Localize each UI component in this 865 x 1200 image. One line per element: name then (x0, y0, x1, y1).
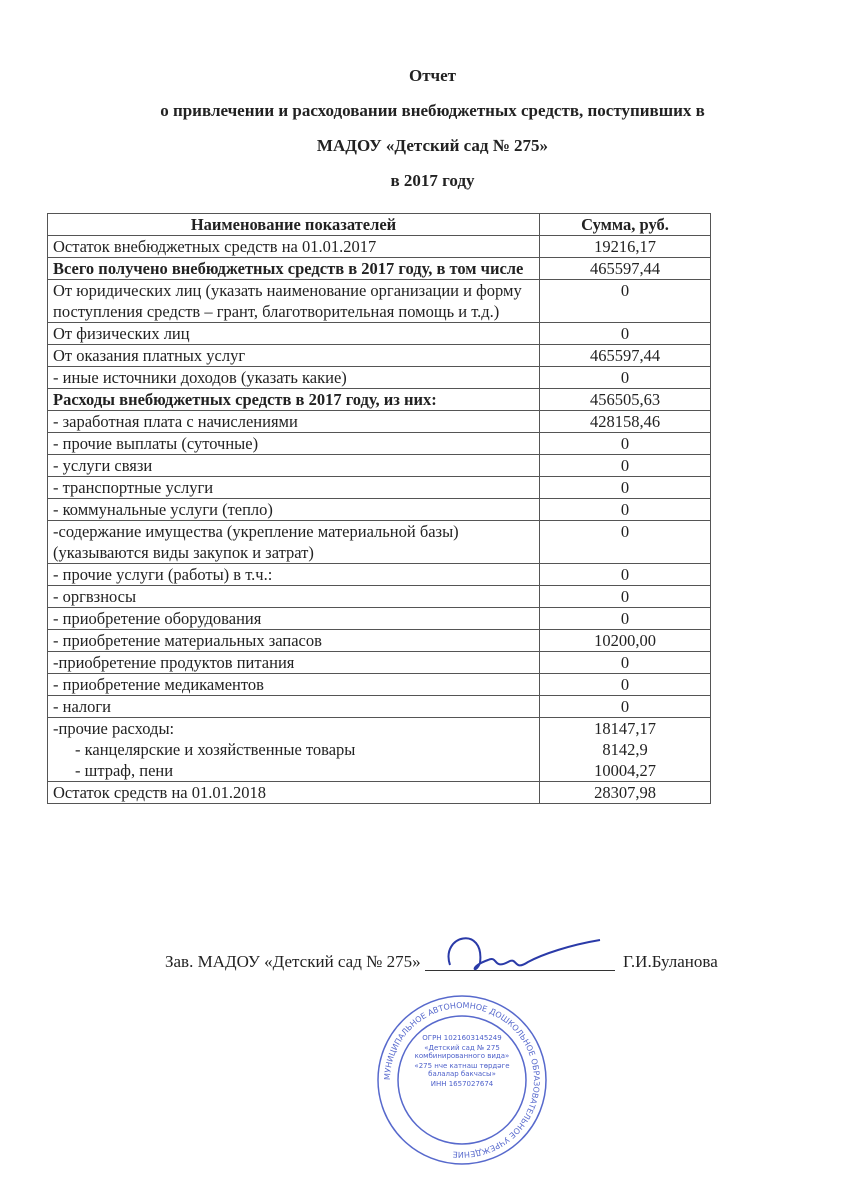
table-row (48, 696, 711, 718)
row-value-text: 465597,44 (589, 259, 661, 278)
row-name-text: От юридических лиц (указать наименование организации и форму поступления средств – грант, благотворительная помощь и т.д.) (53, 281, 522, 321)
stamp-name-ru: «Детский сад № 275 комбинированного вида» (414, 1043, 510, 1060)
row-value (540, 696, 711, 718)
table-row (48, 718, 711, 782)
row-value-text: 0 (620, 500, 630, 519)
row-name-text: - прочие выплаты (суточные) (53, 434, 259, 453)
row-value (540, 608, 711, 630)
row-value-text: 0 (620, 522, 630, 541)
row-name (48, 345, 540, 367)
row-value-text: 18147,17 (594, 719, 656, 738)
row-value (540, 455, 711, 477)
row-name-text: От оказания платных услуг (53, 346, 246, 365)
row-value-text: 456505,63 (589, 390, 661, 409)
row-value-text: 0 (620, 697, 630, 716)
row-value-text: 28307,98 (594, 783, 656, 802)
row-name-text: От физических лиц (53, 324, 190, 343)
row-value-text: 0 (620, 609, 630, 628)
row-name-text: Всего получено внебюджетных средств в 2017 году, в том числе (53, 259, 524, 278)
row-name (48, 433, 540, 455)
row-name (48, 367, 540, 389)
row-name-text: Расходы внебюджетных средств в 2017 году, из них: (53, 390, 437, 409)
row-value-text: 0 (620, 281, 630, 300)
row-value (540, 433, 711, 455)
row-value (540, 389, 711, 411)
table-row (48, 521, 711, 564)
report-title: Отчет (408, 66, 457, 85)
table-row (48, 630, 711, 652)
row-value (540, 280, 711, 323)
stamp-inner-text (412, 1034, 512, 1089)
row-value-text: 0 (620, 434, 630, 453)
table-row (48, 258, 711, 280)
row-name-text: - услуги связи (53, 456, 153, 475)
signature-scribble (430, 915, 610, 975)
table-row (48, 367, 711, 389)
row-value (540, 323, 711, 345)
row-name-text: - транспортные услуги (53, 478, 214, 497)
row-name-text: - прочие услуги (работы) в т.ч.: (53, 565, 273, 584)
row-name-text: - приобретение оборудования (53, 609, 262, 628)
table-row (48, 455, 711, 477)
row-name-text: - заработная плата с начислениями (53, 412, 298, 431)
table-row (48, 586, 711, 608)
row-value-text: 0 (620, 653, 630, 672)
stamp-inn: ИНН 1657027674 (430, 1079, 494, 1088)
row-value-text: 0 (620, 324, 630, 343)
sub-row-name: - штраф, пени (75, 761, 174, 780)
row-name (48, 674, 540, 696)
table-row (48, 652, 711, 674)
row-value (540, 674, 711, 696)
row-name (48, 477, 540, 499)
row-name-text: Остаток внебюджетных средств на 01.01.2017 (53, 237, 377, 256)
row-value-text: 0 (620, 565, 630, 584)
row-value (540, 564, 711, 586)
row-name (48, 455, 540, 477)
sub-row-value: 8142,9 (602, 740, 648, 759)
table-row (48, 674, 711, 696)
row-name (48, 630, 540, 652)
table-header (48, 214, 711, 236)
row-value (540, 782, 711, 804)
row-name (48, 782, 540, 804)
row-name (48, 718, 540, 782)
header-name: Наименование показателей (48, 214, 540, 236)
table-row (48, 433, 711, 455)
report-subtitle: о привлечении и расходовании внебюджетных средств, поступивших в (160, 101, 705, 120)
row-name-text: -приобретение продуктов питания (53, 653, 295, 672)
row-value-text: 428158,46 (589, 412, 661, 431)
table-row (48, 280, 711, 323)
row-value (540, 345, 711, 367)
row-value (540, 630, 711, 652)
row-value-text: 10200,00 (594, 631, 656, 650)
header-sum: Сумма, руб. (540, 214, 711, 236)
stamp-name-tt: «275 нче катнаш төрдәге балалар бакчасы» (414, 1061, 510, 1078)
row-value (540, 586, 711, 608)
row-name-text: - приобретение материальных запасов (53, 631, 322, 650)
official-stamp (372, 990, 552, 1170)
sub-row-name: - канцелярские и хозяйственные товары (75, 740, 356, 759)
row-name (48, 564, 540, 586)
row-value (540, 499, 711, 521)
row-value (540, 521, 711, 564)
row-value-text: 465597,44 (589, 346, 661, 365)
signature-name: Г.И.Буланова (623, 952, 718, 971)
row-value-text: 0 (620, 368, 630, 387)
row-value-text: 0 (620, 675, 630, 694)
row-name (48, 521, 540, 564)
row-value-text: 0 (620, 587, 630, 606)
row-name (48, 236, 540, 258)
row-name (48, 258, 540, 280)
table-row (48, 389, 711, 411)
row-value (540, 367, 711, 389)
row-value (540, 258, 711, 280)
row-name-text: Остаток средств на 01.01.2018 (53, 783, 266, 802)
table-row (48, 477, 711, 499)
table-row (48, 411, 711, 433)
row-name (48, 323, 540, 345)
signature-position: Зав. МАДОУ «Детский сад № 275» (165, 952, 421, 971)
row-name-text: - приобретение медикаментов (53, 675, 264, 694)
row-value (540, 652, 711, 674)
row-name (48, 696, 540, 718)
table-row (48, 236, 711, 258)
stamp-outer-text: МУНИЦИПАЛЬНОЕ АВТОНОМНОЕ ДОШКОЛЬНОЕ ОБРАЗОВАТЕЛЬНОЕ УЧРЕЖДЕНИЕ (382, 1000, 542, 1160)
row-name-text: - коммунальные услуги (тепло) (53, 500, 273, 519)
stamp-ogrn: ОГРН 1021603145249 (422, 1034, 502, 1042)
table-row (48, 782, 711, 804)
row-name-text: - иные источники доходов (указать какие) (53, 368, 347, 387)
table-row (48, 345, 711, 367)
table-row (48, 323, 711, 345)
row-name (48, 280, 540, 323)
row-name (48, 652, 540, 674)
row-value (540, 236, 711, 258)
row-value (540, 411, 711, 433)
table-row (48, 499, 711, 521)
table-row (48, 564, 711, 586)
row-name (48, 411, 540, 433)
row-name (48, 586, 540, 608)
row-value-text: 0 (620, 478, 630, 497)
row-value-text: 0 (620, 456, 630, 475)
report-year: в 2017 году (390, 171, 475, 190)
row-name (48, 608, 540, 630)
row-name-text: -содержание имущества (укрепление материальной базы) (указываются виды закупок и затрат) (53, 522, 459, 562)
table-row (48, 608, 711, 630)
report-institution: МАДОУ «Детский сад № 275» (316, 136, 549, 155)
row-value (540, 718, 711, 782)
report-table (47, 213, 711, 804)
row-value (540, 477, 711, 499)
row-value-text: 19216,17 (594, 237, 656, 256)
row-name-text: - налоги (53, 697, 111, 716)
row-name-text: -прочие расходы: (53, 719, 175, 738)
row-name (48, 499, 540, 521)
row-name-text: - оргвзносы (53, 587, 137, 606)
sub-row-value: 10004,27 (594, 761, 656, 780)
row-name (48, 389, 540, 411)
